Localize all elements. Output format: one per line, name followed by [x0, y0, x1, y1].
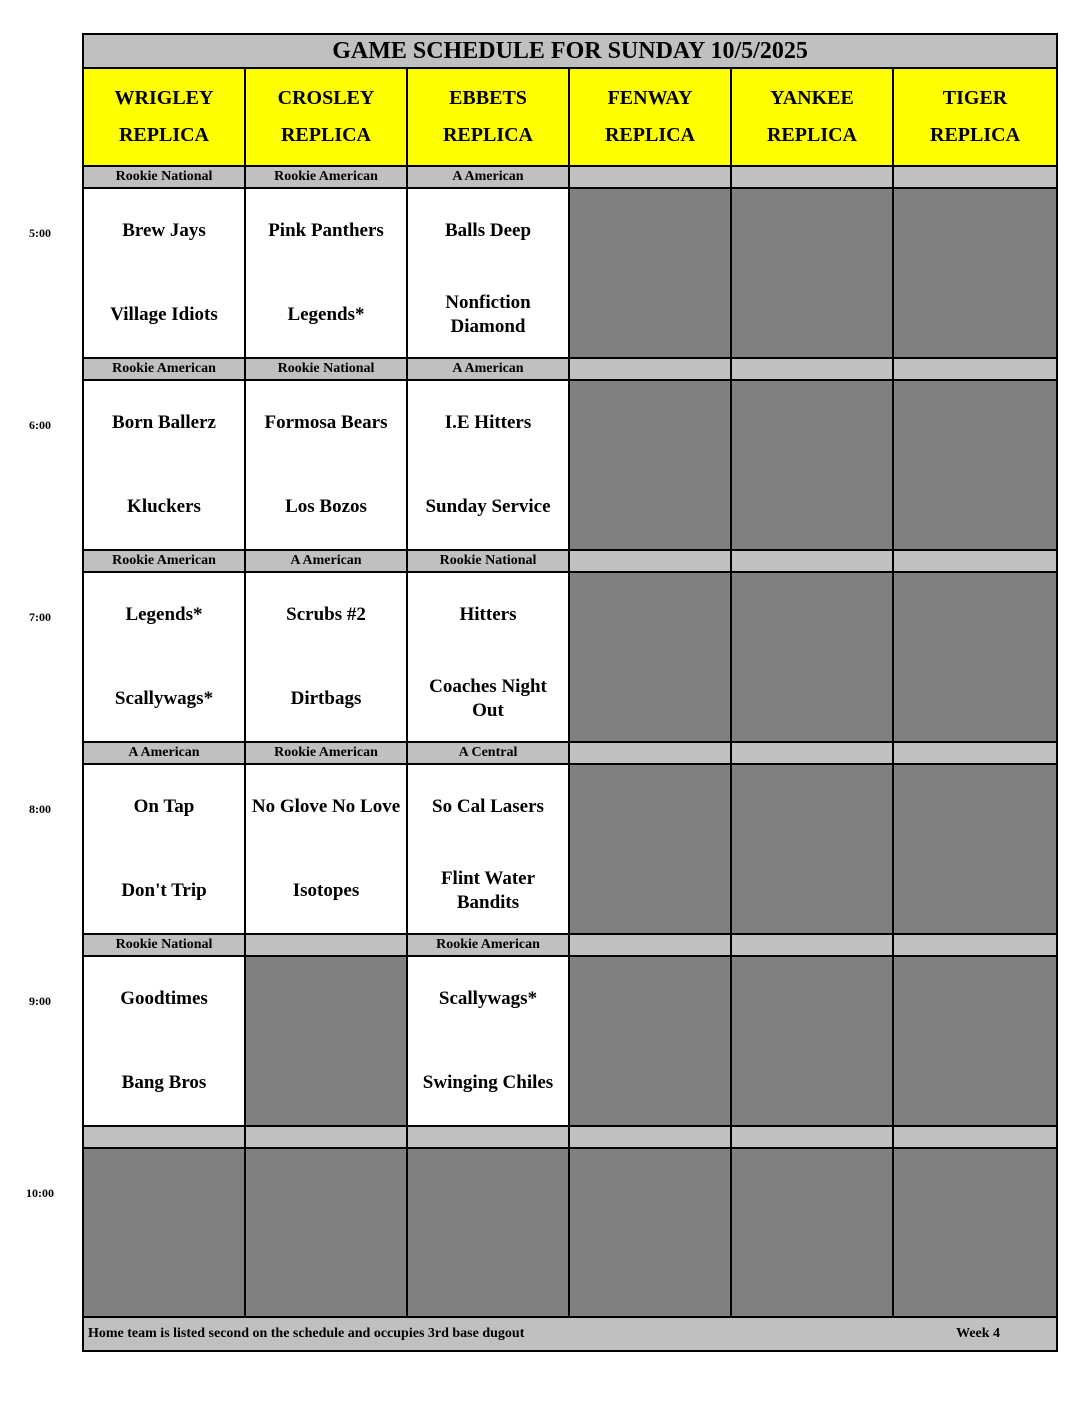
game-cell [245, 764, 407, 934]
game-cell [83, 572, 245, 742]
footer-note: Home team is listed second on the schedule and occupies 3rd base dugout [88, 1326, 525, 1341]
page-title: GAME SCHEDULE FOR SUNDAY 10/5/2025 [83, 34, 1057, 68]
league-label [569, 934, 731, 956]
away-team: Formosa Bears [264, 412, 388, 433]
league-label [731, 166, 893, 188]
empty-game-cell [731, 572, 893, 742]
field-header [407, 68, 569, 166]
home-team: Nonfiction Diamond [445, 292, 531, 337]
league-label [245, 1126, 407, 1148]
league-label: Rookie National [407, 550, 569, 572]
empty-game-cell [893, 572, 1057, 742]
game-cell [245, 380, 407, 550]
footer [83, 1317, 1057, 1351]
league-label [731, 742, 893, 764]
schedule-table [82, 33, 1058, 1352]
time-label: 5:00 [29, 226, 51, 240]
home-team: Bang Bros [121, 1072, 207, 1093]
empty-game-cell [731, 764, 893, 934]
game-cell [407, 572, 569, 742]
game-cell [245, 188, 407, 358]
away-team: Brew Jays [122, 220, 206, 241]
home-team: Los Bozos [285, 496, 367, 517]
schedule-sheet [82, 33, 1056, 1352]
field-subtitle: REPLICA [930, 124, 1021, 146]
league-label: Rookie National [83, 934, 245, 956]
empty-game-cell [569, 188, 731, 358]
time-label: 6:00 [29, 418, 51, 432]
home-team: Legends* [287, 304, 365, 325]
empty-game-cell [407, 1148, 569, 1317]
away-team: Goodtimes [120, 988, 208, 1009]
empty-game-cell [731, 1148, 893, 1317]
field-subtitle: REPLICA [604, 124, 695, 146]
home-team: Village Idiots [110, 304, 218, 325]
league-label [893, 550, 1057, 572]
game-cell [83, 380, 245, 550]
away-team: Balls Deep [444, 220, 532, 241]
empty-game-cell [893, 380, 1057, 550]
field-header [893, 68, 1057, 166]
league-label: Rookie American [245, 166, 407, 188]
field-header [731, 68, 893, 166]
league-label: Rookie American [407, 934, 569, 956]
league-label [893, 1126, 1057, 1148]
field-header [569, 68, 731, 166]
league-label [731, 358, 893, 380]
game-cell [83, 764, 245, 934]
game-cell [407, 380, 569, 550]
empty-game-cell [569, 956, 731, 1126]
home-team: Kluckers [127, 496, 201, 517]
empty-game-cell [569, 1148, 731, 1317]
away-team: On Tap [133, 796, 195, 817]
empty-game-cell [83, 1148, 245, 1317]
field-subtitle: REPLICA [118, 124, 209, 146]
away-team: So Cal Lasers [432, 796, 544, 817]
empty-game-cell [893, 188, 1057, 358]
field-name: TIGER [942, 87, 1008, 109]
league-label [893, 742, 1057, 764]
empty-game-cell [731, 380, 893, 550]
away-team: Scallywags* [438, 988, 538, 1009]
league-label: A American [407, 358, 569, 380]
field-subtitle: REPLICA [442, 124, 533, 146]
league-label [569, 1126, 731, 1148]
league-label [569, 742, 731, 764]
league-label [83, 1126, 245, 1148]
field-subtitle: REPLICA [766, 124, 857, 146]
game-cell [407, 764, 569, 934]
league-label [731, 550, 893, 572]
empty-game-cell [731, 188, 893, 358]
empty-game-cell [569, 380, 731, 550]
empty-game-cell [893, 956, 1057, 1126]
league-label: A Central [407, 742, 569, 764]
league-label: A American [407, 166, 569, 188]
field-header [83, 68, 245, 166]
away-team: Pink Panthers [268, 220, 384, 241]
game-cell [407, 188, 569, 358]
home-team: Isotopes [292, 880, 360, 901]
home-team: Flint Water Bandits [440, 868, 536, 913]
league-label: Rookie National [245, 358, 407, 380]
league-label [569, 358, 731, 380]
field-subtitle: REPLICA [280, 124, 371, 146]
home-team: Don't Trip [121, 880, 207, 901]
field-header [245, 68, 407, 166]
time-label: 7:00 [29, 610, 51, 624]
time-label: 9:00 [29, 994, 51, 1008]
empty-game-cell [731, 956, 893, 1126]
field-name: EBBETS [449, 87, 527, 109]
away-team: I.E Hitters [444, 412, 532, 433]
home-team: Sunday Service [425, 496, 551, 517]
league-label: Rookie American [83, 550, 245, 572]
time-label: 8:00 [29, 802, 51, 816]
empty-game-cell [569, 764, 731, 934]
time-label: 10:00 [26, 1186, 54, 1200]
away-team: Legends* [125, 604, 203, 625]
away-team: Hitters [459, 604, 517, 625]
league-label [893, 166, 1057, 188]
field-name: WRIGLEY [114, 87, 214, 109]
league-label [731, 934, 893, 956]
home-team: Dirtbags [290, 688, 362, 709]
field-name: YANKEE [770, 87, 854, 109]
league-label: Rookie American [83, 358, 245, 380]
league-label [569, 166, 731, 188]
field-name: FENWAY [607, 87, 693, 109]
away-team: Scrubs #2 [286, 604, 366, 625]
game-cell [83, 956, 245, 1126]
league-label [569, 550, 731, 572]
week-label: Week 4 [956, 1326, 1001, 1341]
empty-game-cell [569, 572, 731, 742]
league-label [893, 358, 1057, 380]
empty-game-cell [245, 956, 407, 1126]
league-label [245, 934, 407, 956]
home-team: Scallywags* [114, 688, 214, 709]
game-cell [83, 188, 245, 358]
league-label [407, 1126, 569, 1148]
away-team: No Glove No Love [251, 796, 401, 817]
league-label: Rookie American [245, 742, 407, 764]
empty-game-cell [893, 1148, 1057, 1317]
away-team: Born Ballerz [112, 412, 216, 433]
empty-game-cell [245, 1148, 407, 1317]
home-team: Swinging Chiles [422, 1072, 554, 1093]
league-label [731, 1126, 893, 1148]
league-label [893, 934, 1057, 956]
home-team: Coaches Night Out [429, 676, 547, 721]
league-label: Rookie National [83, 166, 245, 188]
game-cell [407, 956, 569, 1126]
league-label: A American [83, 742, 245, 764]
game-cell [245, 572, 407, 742]
field-name: CROSLEY [277, 87, 375, 109]
empty-game-cell [893, 764, 1057, 934]
league-label: A American [245, 550, 407, 572]
